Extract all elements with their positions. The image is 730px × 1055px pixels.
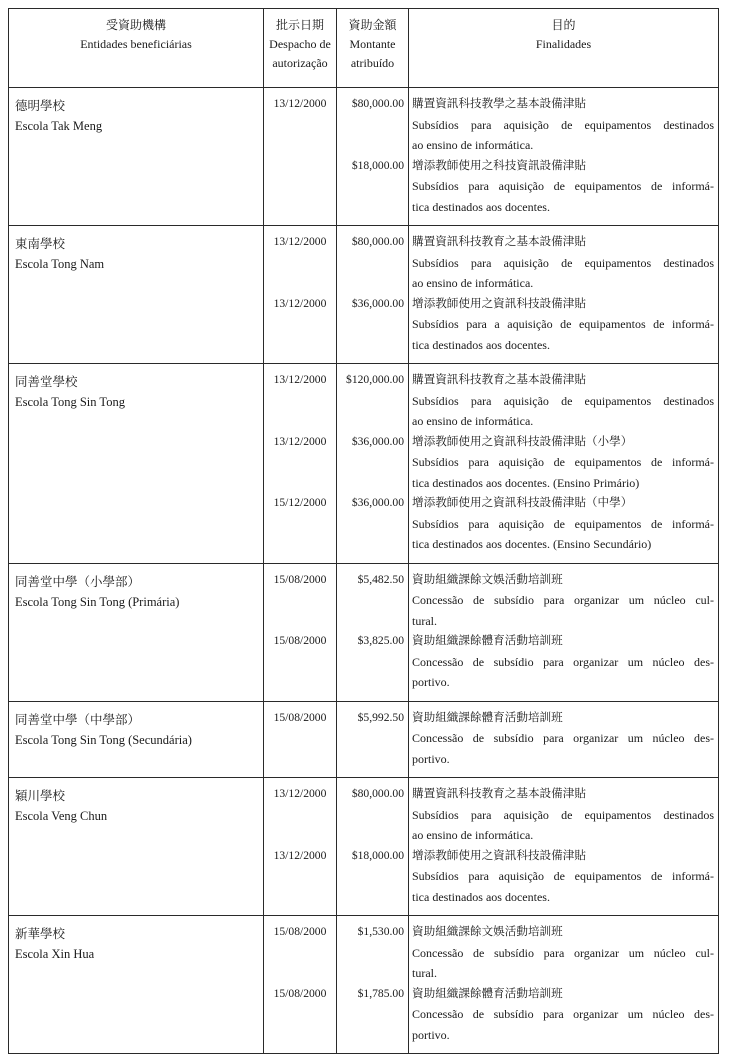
- amount-cell: [337, 226, 409, 364]
- purpose-zh: 增添教師使用之資訊科技設備津貼（小學）: [412, 434, 633, 448]
- approval-date: 15/12/2000: [273, 496, 327, 509]
- purpose-zh: 購置資訊科技教育之基本設備津貼: [412, 373, 586, 386]
- amount-value: $18,000.00: [351, 158, 404, 172]
- date-group: [264, 432, 336, 494]
- cell-inner: [337, 778, 408, 907]
- spacer-line: [337, 534, 408, 555]
- purpose-pt-line-2: tica destinados aos docentes.: [412, 199, 550, 214]
- spacer-line: [337, 411, 408, 432]
- purpose-group: [409, 432, 718, 494]
- amount-value: $80,000.00: [351, 787, 404, 800]
- purpose-group: [409, 294, 718, 356]
- table-row: [9, 226, 719, 364]
- cell-inner: [264, 88, 336, 217]
- approval-date: 15/08/2000: [273, 634, 327, 647]
- date-group: [264, 784, 336, 846]
- purpose-pt-line-1: Subsídios para aquisição de equipamentos destinados: [412, 393, 714, 408]
- entity-names: [9, 778, 263, 826]
- spacer-line: [337, 887, 408, 908]
- spacer-line: [264, 176, 336, 197]
- purpose-pt-line-1: Subsídios para aquisição de equipamentos de informá-: [412, 455, 714, 469]
- spacer-line: [264, 534, 336, 555]
- amount-group: [337, 493, 408, 555]
- entity-name-zh: 穎川學校: [15, 789, 66, 803]
- spacer-line: [264, 590, 336, 611]
- spacer-line: [337, 197, 408, 218]
- purpose-group: [409, 493, 718, 555]
- cell-bottom-padding: [409, 907, 718, 915]
- header-entities-zh: 受資助機構: [105, 18, 166, 32]
- spacer-line: [337, 866, 408, 887]
- spacer-line: [337, 314, 408, 335]
- header-date-zh: 批示日期: [275, 18, 324, 32]
- purpose-group: [409, 156, 718, 218]
- spacer-line: [337, 825, 408, 846]
- cell-inner: [264, 564, 336, 693]
- header-purpose: [409, 9, 719, 88]
- table-row: [9, 563, 719, 701]
- table-header-row: [9, 9, 719, 88]
- spacer-line: [337, 590, 408, 611]
- spacer-line: [264, 611, 336, 632]
- date-group: [264, 570, 336, 632]
- purpose-zh: 資助組織課餘文娛活動培訓班: [412, 572, 563, 586]
- purpose-cell: [409, 88, 719, 226]
- header-amount-zh: 資助金額: [348, 18, 397, 32]
- spacer-line: [264, 825, 336, 846]
- amount-value: $1,785.00: [357, 986, 404, 1000]
- cell-bottom-padding: [409, 769, 718, 777]
- cell-bottom-padding: [409, 1045, 718, 1053]
- cell-inner: [264, 916, 336, 1045]
- spacer-line: [264, 943, 336, 964]
- approval-date: 13/12/2000: [273, 848, 327, 862]
- spacer-line: [337, 135, 408, 156]
- purpose-zh: 資助組織課餘體育活動培訓班: [412, 986, 563, 1000]
- cell-inner: [409, 702, 718, 778]
- spacer-line: [337, 652, 408, 673]
- purpose-zh: 購置資訊科技教育之基本設備津貼: [412, 787, 586, 800]
- cell-bottom-padding: [409, 217, 718, 225]
- purpose-pt-line-2: ao ensino de informática.: [412, 828, 534, 842]
- cell-inner: [337, 88, 408, 217]
- entity-name-pt: Escola Tong Nam: [15, 257, 105, 271]
- amount-cell: [337, 563, 409, 701]
- entity-names: [9, 564, 263, 612]
- purpose-pt-line-1: Subsídios para aquisição de equipamentos de informá-: [412, 516, 714, 531]
- spacer-line: [264, 749, 336, 770]
- spacer-line: [264, 672, 336, 693]
- approval-date: 15/08/2000: [273, 986, 327, 1000]
- spacer-line: [264, 728, 336, 749]
- purpose-group: [409, 922, 718, 984]
- approval-date: 15/08/2000: [273, 925, 327, 938]
- spacer-line: [264, 452, 336, 473]
- header-amount-pt-2: atribuído: [350, 56, 395, 70]
- cell-inner: [337, 702, 408, 770]
- purpose-group: [409, 784, 718, 846]
- purpose-pt-line-2: tica destinados aos docentes.: [412, 337, 550, 352]
- spacer-line: [264, 197, 336, 218]
- purpose-pt-line-1: Concessão de subsídio para organizar um núcleo des-: [412, 731, 714, 745]
- approval-date: 13/12/2000: [273, 373, 327, 386]
- entity-name-zh: 東南學校: [15, 237, 66, 251]
- entity-cell: [9, 226, 264, 364]
- purpose-pt-line-1: Subsídios para aquisição de equipamentos destinados: [412, 117, 714, 132]
- purpose-group: [409, 846, 718, 908]
- date-cell: [264, 226, 337, 364]
- purpose-cell: [409, 701, 719, 778]
- purpose-zh: 資助組織課餘文娛活動培訓班: [412, 925, 563, 938]
- date-cell: [264, 563, 337, 701]
- table-row: [9, 778, 719, 916]
- purpose-cell: [409, 778, 719, 916]
- header-entities-pt: Entidades beneficiárias: [80, 37, 192, 51]
- purpose-zh: 資助組織課餘體育活動培訓班: [412, 634, 563, 647]
- purpose-pt-line-2: ao ensino de informática.: [412, 138, 534, 152]
- spacer-line: [264, 473, 336, 494]
- entity-name-pt: Escola Xin Hua: [15, 947, 95, 961]
- purpose-pt-line-2: ao ensino de informática.: [412, 276, 534, 290]
- amount-value: $36,000.00: [351, 296, 404, 310]
- amount-value: $1,530.00: [357, 925, 404, 938]
- entity-name-pt: Escola Tong Sin Tong (Secundária): [15, 732, 192, 747]
- date-group: [264, 493, 336, 555]
- amount-cell: [337, 88, 409, 226]
- spacer-line: [337, 943, 408, 964]
- spacer-line: [264, 335, 336, 356]
- purpose-cell: [409, 916, 719, 1054]
- cell-inner: [337, 226, 408, 355]
- header-purpose-zh: 目的: [551, 18, 576, 32]
- header-entities: [9, 9, 264, 88]
- amount-group: [337, 631, 408, 693]
- amount-value: $5,482.50: [357, 572, 404, 586]
- approval-date: 13/12/2000: [273, 434, 327, 448]
- cell-inner: [264, 364, 336, 555]
- spacer-line: [337, 1004, 408, 1025]
- spacer-line: [337, 728, 408, 749]
- purpose-pt-line-1: Subsídios para aquisição de equipamentos destinados: [412, 255, 714, 270]
- date-group: [264, 922, 336, 984]
- spacer-line: [337, 473, 408, 494]
- amount-value: $80,000.00: [351, 235, 404, 248]
- entity-name-pt: Escola Veng Chun: [15, 809, 108, 823]
- amount-group: [337, 294, 408, 356]
- cell-inner: [409, 88, 718, 225]
- purpose-pt-line-2: tural.: [412, 966, 437, 980]
- purpose-pt-line-2: tural.: [412, 613, 437, 628]
- approval-date: 13/12/2000: [273, 296, 327, 310]
- spacer-line: [264, 411, 336, 432]
- purpose-pt-line-1: Concessão de subsídio para organizar um núcleo cul-: [412, 593, 714, 607]
- purpose-group: [409, 708, 718, 770]
- spacer-line: [264, 1004, 336, 1025]
- table-row: [9, 916, 719, 1054]
- amount-group: [337, 156, 408, 218]
- date-group: [264, 370, 336, 432]
- spacer-line: [337, 253, 408, 274]
- entity-name-pt: Escola Tong Sin Tong (Primária): [15, 594, 180, 609]
- spacer-line: [337, 749, 408, 770]
- spacer-line: [264, 1025, 336, 1046]
- spacer-line: [337, 391, 408, 412]
- amount-group: [337, 984, 408, 1046]
- spacer-line: [337, 176, 408, 197]
- purpose-pt-line-2: portivo.: [412, 675, 450, 689]
- purpose-pt-line-1: Subsídios para aquisição de equipamentos de informá-: [412, 869, 714, 883]
- header-amount: [337, 9, 409, 88]
- date-cell: [264, 701, 337, 778]
- spacer-line: [337, 273, 408, 294]
- entity-names: [9, 226, 263, 274]
- entity-names: [9, 702, 263, 750]
- purpose-cell: [409, 563, 719, 701]
- purpose-zh: 增添教師使用之科技資訊設備津貼: [412, 158, 586, 172]
- spacer-line: [337, 1025, 408, 1046]
- purpose-group: [409, 570, 718, 632]
- approval-date: [264, 156, 336, 177]
- spacer-line: [264, 652, 336, 673]
- entity-name-zh: 新華學校: [15, 927, 66, 941]
- approval-date: 13/12/2000: [273, 787, 327, 800]
- amount-value: $5,992.50: [357, 710, 404, 724]
- date-cell: [264, 364, 337, 564]
- spacer-line: [337, 514, 408, 535]
- entity-cell: [9, 364, 264, 564]
- header-date-pt-1: Despacho de: [269, 37, 331, 51]
- date-cell: [264, 916, 337, 1054]
- cell-inner: [337, 564, 408, 693]
- amount-value: $36,000.00: [351, 496, 404, 509]
- header-amount-pt-1: Montante: [349, 37, 396, 51]
- amount-group: [337, 846, 408, 908]
- entity-names: [9, 88, 263, 136]
- header-purpose-pt: Finalidades: [535, 37, 592, 51]
- amount-group: [337, 232, 408, 294]
- purpose-pt-line-1: Subsídios para aquisição de equipamentos destinados: [412, 807, 714, 822]
- purpose-cell: [409, 364, 719, 564]
- date-group: [264, 232, 336, 294]
- entity-names: [9, 364, 263, 412]
- spacer-line: [337, 611, 408, 632]
- amount-group: [337, 370, 408, 432]
- spacer-line: [337, 672, 408, 693]
- purpose-pt-line-2: portivo.: [412, 751, 450, 766]
- approval-date: 13/12/2000: [273, 97, 327, 110]
- purpose-pt-line-2: ao ensino de informática.: [412, 414, 534, 428]
- entity-cell: [9, 88, 264, 226]
- purpose-group: [409, 370, 718, 432]
- purpose-zh: 資助組織課餘體育活動培訓班: [412, 710, 563, 724]
- entity-cell: [9, 778, 264, 916]
- amount-value: $80,000.00: [351, 97, 404, 110]
- spacer-line: [264, 805, 336, 826]
- amount-cell: [337, 916, 409, 1054]
- date-group: [264, 631, 336, 693]
- spacer-line: [264, 866, 336, 887]
- approval-date: 15/08/2000: [273, 572, 327, 586]
- spacer-line: [264, 115, 336, 136]
- spacer-line: [264, 391, 336, 412]
- entity-name-zh: 德明學校: [15, 99, 66, 113]
- amount-cell: [337, 701, 409, 778]
- purpose-group: [409, 631, 718, 693]
- entity-name-zh: 同善堂中學（中學部）: [15, 712, 141, 727]
- table-row: [9, 88, 719, 226]
- header-date: [264, 9, 337, 88]
- purpose-pt-line-1: Subsídios para aquisição de equipamentos de informá-: [412, 179, 714, 193]
- amount-group: [337, 784, 408, 846]
- date-cell: [264, 778, 337, 916]
- date-group: [264, 156, 336, 218]
- cell-inner: [264, 226, 336, 355]
- cell-bottom-padding: [409, 693, 718, 701]
- amount-group: [337, 432, 408, 494]
- date-cell: [264, 88, 337, 226]
- purpose-pt-line-1: Concessão de subsídio para organizar um núcleo cul-: [412, 945, 714, 960]
- cell-inner: [409, 916, 718, 1053]
- purpose-pt-line-2: tica destinados aos docentes.: [412, 889, 550, 904]
- amount-value: $18,000.00: [351, 848, 404, 862]
- purpose-group: [409, 94, 718, 156]
- entity-name-pt: Escola Tong Sin Tong: [15, 395, 125, 409]
- cell-inner: [337, 364, 408, 555]
- cell-bottom-padding: [409, 355, 718, 363]
- spacer-line: [264, 887, 336, 908]
- table-row: [9, 364, 719, 564]
- entity-cell: [9, 563, 264, 701]
- spacer-line: [264, 253, 336, 274]
- subsidy-table: [8, 8, 719, 1054]
- amount-value: $36,000.00: [351, 434, 404, 448]
- purpose-pt-line-2: tica destinados aos docentes. (Ensino Secundário): [412, 537, 652, 551]
- table-row: [9, 701, 719, 778]
- spacer-line: [337, 963, 408, 984]
- amount-group: [337, 708, 408, 770]
- amount-cell: [337, 364, 409, 564]
- purpose-zh: 購置資訊科技教育之基本設備津貼: [412, 235, 586, 248]
- spacer-line: [264, 135, 336, 156]
- cell-inner: [264, 702, 336, 770]
- entity-cell: [9, 701, 264, 778]
- purpose-pt-line-2: tica destinados aos docentes. (Ensino Primário): [412, 475, 640, 490]
- amount-group: [337, 922, 408, 984]
- cell-bottom-padding: [409, 555, 718, 563]
- amount-value: $3,825.00: [357, 634, 404, 647]
- header-date-pt-2: autorização: [272, 56, 328, 70]
- spacer-line: [337, 115, 408, 136]
- purpose-zh: 購置資訊科技教學之基本設備津貼: [412, 97, 586, 110]
- approval-date: 15/08/2000: [273, 710, 327, 724]
- cell-inner: [409, 564, 718, 701]
- cell-inner: [409, 364, 718, 563]
- amount-group: [337, 570, 408, 632]
- approval-date: 13/12/2000: [273, 235, 327, 248]
- purpose-pt-line-2: portivo.: [412, 1027, 450, 1042]
- purpose-group: [409, 232, 718, 294]
- entity-name-zh: 同善堂中學（小學部）: [15, 574, 141, 589]
- spacer-line: [337, 335, 408, 356]
- purpose-group: [409, 984, 718, 1046]
- spacer-line: [264, 314, 336, 335]
- entity-cell: [9, 916, 264, 1054]
- purpose-zh: 增添教師使用之資訊科技設備津貼: [412, 848, 586, 862]
- date-group: [264, 846, 336, 908]
- purpose-zh: 增添教師使用之資訊科技設備津貼: [412, 296, 586, 310]
- entity-name-zh: 同善堂學校: [15, 375, 78, 389]
- amount-cell: [337, 778, 409, 916]
- cell-inner: [409, 226, 718, 363]
- date-group: [264, 94, 336, 156]
- amount-group: [337, 94, 408, 156]
- entity-names: [9, 916, 263, 964]
- purpose-pt-line-1: Concessão de subsídio para organizar um núcleo des-: [412, 1007, 714, 1021]
- purpose-zh: 增添教師使用之資訊科技設備津貼（中學）: [412, 496, 633, 509]
- date-group: [264, 984, 336, 1046]
- date-group: [264, 294, 336, 356]
- cell-inner: [409, 778, 718, 915]
- entity-name-pt: Escola Tak Meng: [15, 119, 103, 133]
- date-group: [264, 708, 336, 770]
- purpose-pt-line-1: Subsídios para a aquisição de equipamentos de informá-: [412, 317, 714, 331]
- cell-inner: [264, 778, 336, 907]
- spacer-line: [337, 805, 408, 826]
- amount-value: $120,000.00: [346, 373, 404, 386]
- spacer-line: [264, 963, 336, 984]
- cell-inner: [337, 916, 408, 1045]
- spacer-line: [264, 273, 336, 294]
- spacer-line: [337, 452, 408, 473]
- spacer-line: [264, 514, 336, 535]
- purpose-pt-line-1: Concessão de subsídio para organizar um núcleo des-: [412, 654, 714, 669]
- purpose-cell: [409, 226, 719, 364]
